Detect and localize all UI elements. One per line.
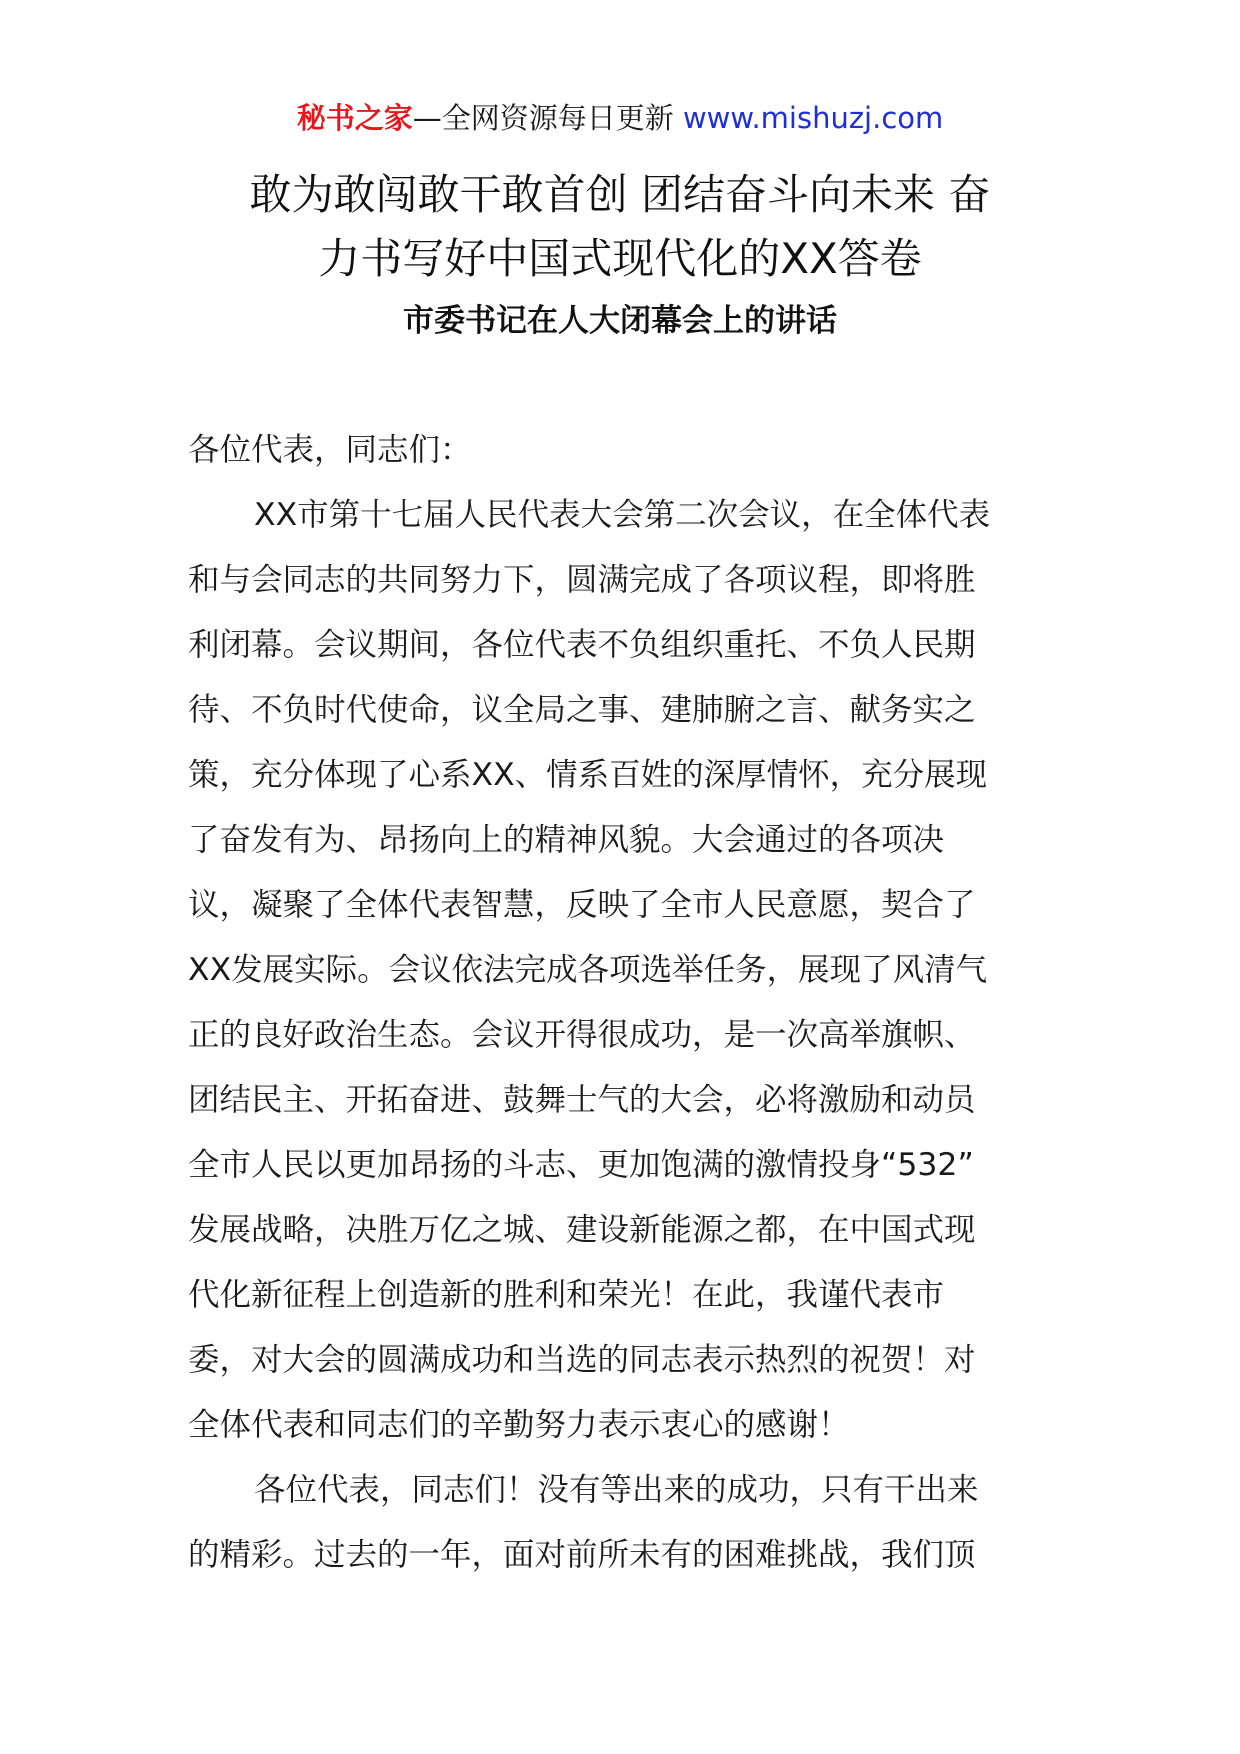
body-line: 委，对大会的圆满成功和当选的同志表示热烈的祝贺！对	[188, 1342, 976, 1378]
body-line: 发展战略，决胜万亿之城、建设新能源之都，在中国式现	[188, 1212, 976, 1248]
document-subtitle: 市委书记在人大闭幕会上的讲话	[403, 303, 837, 339]
header-tagline: —全网资源每日更新	[412, 101, 674, 135]
body-line: 全市人民以更加昂扬的斗志、更加饱满的激情投身“532”	[188, 1147, 974, 1183]
body-line: 和与会同志的共同努力下，圆满完成了各项议程，即将胜	[188, 562, 976, 598]
site-header	[0, 98, 1240, 138]
body-line: 利闭幕。会议期间，各位代表不负组织重托、不负人民期	[188, 627, 976, 663]
body-line: 策，充分体现了心系XX、情系百姓的深厚情怀，充分展现	[188, 757, 988, 793]
body-line: 了奋发有为、昂扬向上的精神风貌。大会通过的各项决	[188, 822, 945, 858]
salutation: 各位代表，同志们：	[188, 432, 472, 468]
document-body	[188, 418, 1058, 1588]
body-line: 团结民主、开拓奋进、鼓舞士气的大会，必将激励和动员	[188, 1082, 976, 1118]
body-line: XX发展实际。会议依法完成各项选举任务，展现了风清气	[188, 952, 988, 988]
body-line: 正的良好政治生态。会议开得很成功，是一次高举旗帜、	[188, 1017, 976, 1053]
site-url-link[interactable]: www.mishuzj.com	[682, 101, 944, 135]
body-line: 待、不负时代使命，议全局之事、建肺腑之言、献务实之	[188, 692, 976, 728]
body-line: 各位代表，同志们！没有等出来的成功，只有干出来	[254, 1472, 979, 1508]
body-line: 代化新征程上创造新的胜利和荣光！在此，我谨代表市	[188, 1277, 945, 1313]
body-line: 的精彩。过去的一年，面对前所未有的困难挑战，我们顶	[188, 1537, 976, 1573]
brand-name: 秘书之家	[296, 101, 413, 135]
body-line: 全体代表和同志们的辛勤努力表示衷心的感谢！	[188, 1407, 850, 1443]
document-title-line-2: 力书写好中国式现代化的XX答卷	[318, 234, 922, 283]
document-title-line-1: 敢为敢闯敢干敢首创 团结奋斗向未来 奋	[249, 170, 991, 219]
body-line: 议，凝聚了全体代表智慧，反映了全市人民意愿，契合了	[188, 887, 976, 923]
body-line: XX市第十七届人民代表大会第二次会议，在全体代表	[254, 497, 991, 533]
